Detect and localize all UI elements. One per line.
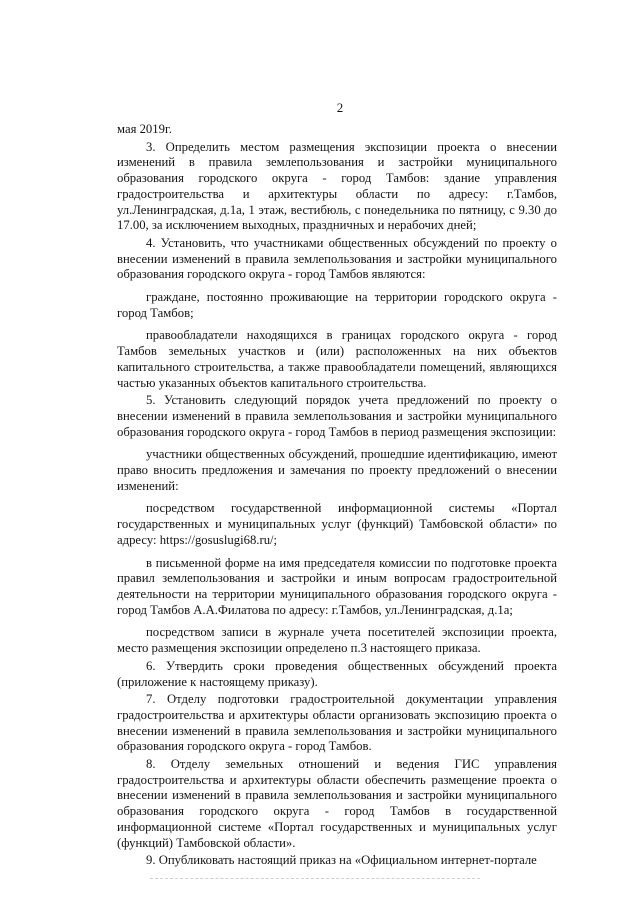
page-number: 2 [336,100,344,115]
paragraph-item-8: 8. Отделу земельных отношений и ведения ГИС управления градостроительства и архитектуры области обеспечить размещение проекта о внесении изменений в правила землепользования и застройки муниципального образования городского округа - город Тамбов в государственной информационной системе «Портал государственных и муниципальных услуг (функций) Тамбовской области». [117,757,557,850]
scan-artifact-line [150,878,480,879]
paragraph-item-4: 4. Установить, что участниками общественных обсуждений по проекту о внесении изменений в правила землепользования и застройки муниципального образования городского округа - город Тамбов являются: [117,235,557,282]
document-body [117,122,557,871]
paragraph-item-5: 5. Установить следующий порядок учета предложений по проекту о внесении изменений в правила землепользования и застройки муниципального образования городского округа - город Тамбов в период размещения экспозиции: [117,393,557,439]
paragraph-journal: посредством записи в журнале учета посетителей экспозиции проекта, место размещения экспозиции определено п.3 настоящего приказа. [117,625,557,656]
paragraph-date-continuation: мая 2019г. [117,122,172,136]
paragraph-written-form: в письменной форме на имя председателя комиссии по подготовке проекта правил землепользования и застройки и иным вопросам градостроительной деятельности на территории муниципального образования городского округа - город Тамбов А.А.Филатова по адресу: г.Тамбов, ул.Ленинградская, д.1а; [117,555,557,617]
paragraph-participants: участники общественных обсуждений, прошедшие идентификацию, имеют право вносить предложения и замечания по проекту предложений о внесении изменений: [117,447,557,493]
paragraph-item-6: 6. Утвердить сроки проведения общественных обсуждений проекта (приложение к настоящему приказу). [117,658,557,689]
paragraph-item-9: 9. Опубликовать настоящий приказ на «Официальном интернет-портале [146,853,537,868]
paragraph-citizens: граждане, постоянно проживающие на территории городского округа - город Тамбов; [117,290,557,320]
paragraph-portal: посредством государственной информационной системы «Портал государственных и муниципальных услуг (функций) Тамбовской области» по адресу: https://gosuslugi68.ru/; [117,501,557,547]
paragraph-item-7: 7. Отделу подготовки градостроительной документации управления градостроительства и архитектуры области организовать экспозицию проекта о внесении изменений в правила землепользования и застройки муниципального образования городского округа - город Тамбов. [117,692,557,754]
paragraph-item-3: 3. Определить местом размещения экспозиции проекта о внесении изменений в правила землепользования и застройки муниципального образования городского округа - город Тамбов: здание управления градостроительства и архитектуры области по адресу: г.Тамбов, ул.Ленинградская, д.1а, 1 этаж, вестибюль, с понедельника по пятницу, с 9.30 до 17.00, за исключением выходных, праздничных и нерабочих дней; [117,139,557,233]
paragraph-rightholders: правообладатели находящихся в границах городского округа - город Тамбов земельных участков и (или) расположенных на них объектов капитального строительства, а также правообладатели помещений, являющихся частью указанных объектов капитального строительства. [117,328,557,390]
